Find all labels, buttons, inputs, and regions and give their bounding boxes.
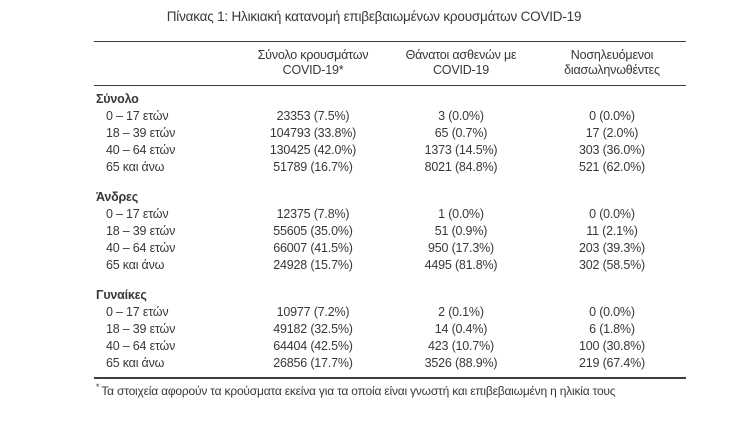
deaths-cell: 3 (0.0%) bbox=[438, 109, 484, 123]
intubated-cell: 17 (2.0%) bbox=[585, 126, 639, 140]
column-header-line: Σύνολο κρουσμάτων bbox=[257, 48, 369, 62]
intubated-cell: 0 (0.0%) bbox=[589, 207, 635, 221]
intubated-cell: 0 (0.0%) bbox=[589, 305, 635, 319]
column-header-line: Νοσηλευόμενοι bbox=[570, 48, 654, 62]
age-group-label: 0 – 17 ετών bbox=[106, 109, 169, 123]
intubated-cell: 100 (30.8%) bbox=[579, 339, 645, 353]
header-row bbox=[94, 42, 686, 86]
column-header-line: διασωληνωθέντες bbox=[564, 63, 660, 77]
age-group-label: 18 – 39 ετών bbox=[106, 224, 176, 238]
cases-cell: 49182 (32.5%) bbox=[273, 322, 353, 336]
section-name: Γυναίκες bbox=[96, 288, 147, 302]
deaths-cell: 14 (0.4%) bbox=[434, 322, 488, 336]
table-row bbox=[94, 108, 686, 125]
deaths-cell: 51 (0.9%) bbox=[434, 224, 488, 238]
table-row bbox=[94, 338, 686, 355]
age-group-label: 65 και άνω bbox=[106, 258, 165, 272]
table-body bbox=[94, 86, 686, 379]
covid-age-distribution-table bbox=[94, 41, 686, 379]
intubated-cell: 0 (0.0%) bbox=[589, 109, 635, 123]
cases-cell: 66007 (41.5%) bbox=[273, 241, 353, 255]
column-header-intubated bbox=[538, 42, 686, 86]
section-header-row bbox=[94, 274, 686, 304]
cases-cell: 26856 (17.7%) bbox=[273, 356, 353, 370]
intubated-cell: 11 (2.1%) bbox=[586, 224, 638, 238]
table-row bbox=[94, 257, 686, 274]
age-group-label: 40 – 64 ετών bbox=[106, 241, 176, 255]
table-row bbox=[94, 355, 686, 378]
table-row bbox=[94, 125, 686, 142]
table-row bbox=[94, 206, 686, 223]
column-header-line: Θάνατοι ασθενών με bbox=[405, 48, 517, 62]
table-row bbox=[94, 142, 686, 159]
age-group-label: 65 και άνω bbox=[106, 160, 165, 174]
footnote bbox=[96, 382, 684, 398]
cases-cell: 24928 (15.7%) bbox=[273, 258, 353, 272]
age-group-label: 18 – 39 ετών bbox=[106, 322, 176, 336]
deaths-cell: 8021 (84.8%) bbox=[424, 160, 498, 174]
cases-cell: 10977 (7.2%) bbox=[276, 305, 350, 319]
deaths-cell: 1 (0.0%) bbox=[438, 207, 484, 221]
section-header-row bbox=[94, 176, 686, 206]
deaths-cell: 65 (0.7%) bbox=[434, 126, 488, 140]
column-header-line: COVID-19 bbox=[432, 63, 490, 77]
footnote-asterisk: * bbox=[96, 382, 100, 392]
intubated-cell: 219 (67.4%) bbox=[579, 356, 645, 370]
table-row bbox=[94, 321, 686, 338]
age-group-label: 65 και άνω bbox=[106, 356, 165, 370]
intubated-cell: 302 (58.5%) bbox=[579, 258, 645, 272]
age-group-label: 0 – 17 ετών bbox=[106, 305, 169, 319]
age-group-label: 0 – 17 ετών bbox=[106, 207, 169, 221]
cases-cell: 64404 (42.5%) bbox=[273, 339, 353, 353]
column-header-total-cases bbox=[242, 42, 384, 86]
age-group-label: 40 – 64 ετών bbox=[106, 339, 176, 353]
cases-cell: 12375 (7.8%) bbox=[276, 207, 350, 221]
cases-cell: 130425 (42.0%) bbox=[269, 143, 357, 157]
section-name: Σύνολο bbox=[96, 92, 139, 106]
age-group-label: 40 – 64 ετών bbox=[106, 143, 176, 157]
table-row bbox=[94, 240, 686, 257]
column-header-deaths bbox=[384, 42, 538, 86]
header-empty-cell bbox=[94, 42, 242, 86]
cases-cell: 104793 (33.8%) bbox=[269, 126, 357, 140]
page-title: Πίνακας 1: Ηλικιακή κατανομή επιβεβαιωμένων κρουσμάτων COVID-19 bbox=[166, 9, 582, 24]
deaths-cell: 3526 (88.9%) bbox=[424, 356, 498, 370]
section-header-row bbox=[94, 86, 686, 109]
deaths-cell: 423 (10.7%) bbox=[428, 339, 494, 353]
table-row bbox=[94, 159, 686, 176]
cases-cell: 51789 (16.7%) bbox=[273, 160, 353, 174]
column-header-line: COVID-19* bbox=[282, 63, 344, 77]
cases-cell: 55605 (35.0%) bbox=[273, 224, 353, 238]
intubated-cell: 6 (1.8%) bbox=[589, 322, 635, 336]
age-group-label: 18 – 39 ετών bbox=[106, 126, 176, 140]
intubated-cell: 303 (36.0%) bbox=[579, 143, 645, 157]
deaths-cell: 4495 (81.8%) bbox=[424, 258, 498, 272]
intubated-cell: 521 (62.0%) bbox=[579, 160, 645, 174]
footnote-text: Τα στοιχεία αφορούν τα κρούσματα εκείνα για τα οποία είναι γνωστή και επιβεβαιωμένη η ηλικία τους bbox=[101, 384, 616, 398]
table-header bbox=[94, 42, 686, 86]
section-name: Άνδρες bbox=[96, 190, 139, 204]
deaths-cell: 2 (0.1%) bbox=[438, 305, 484, 319]
table-row bbox=[94, 223, 686, 240]
table-row bbox=[94, 304, 686, 321]
intubated-cell: 203 (39.3%) bbox=[579, 241, 645, 255]
deaths-cell: 1373 (14.5%) bbox=[424, 143, 498, 157]
deaths-cell: 950 (17.3%) bbox=[428, 241, 494, 255]
cases-cell: 23353 (7.5%) bbox=[276, 109, 350, 123]
